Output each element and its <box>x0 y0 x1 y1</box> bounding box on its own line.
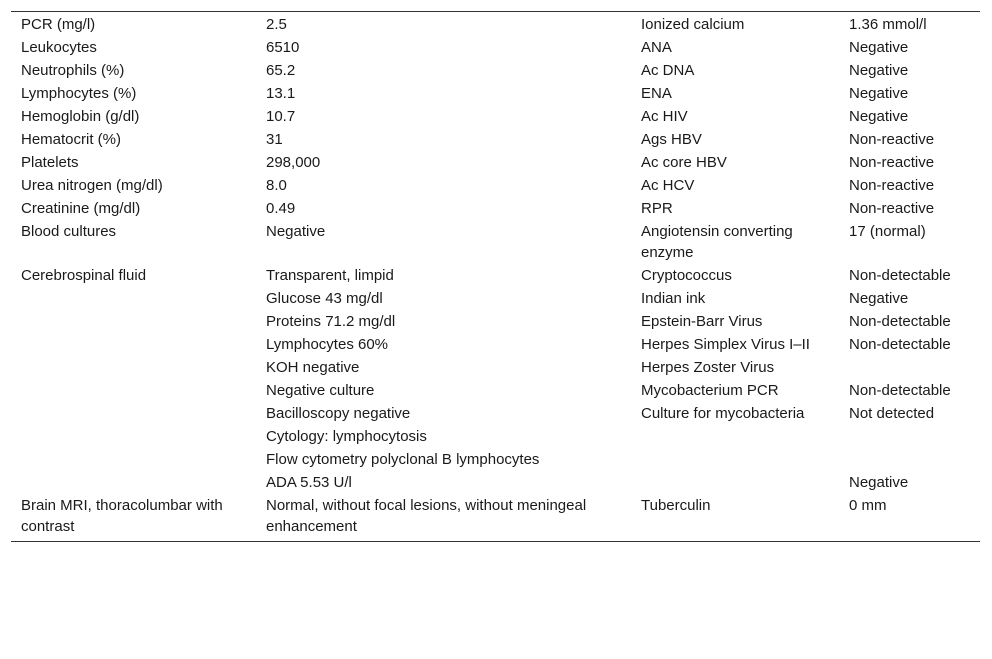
table-cell: Non-reactive <box>849 177 935 194</box>
table-cell: Negative <box>849 39 909 56</box>
table-cell: 31 <box>266 131 283 148</box>
table-row <box>11 59 980 82</box>
table-cell: Blood cultures <box>21 223 117 240</box>
table-cell: Non-reactive <box>849 154 935 171</box>
table-cell: 65.2 <box>266 62 296 79</box>
table-cell: Non-detectable <box>849 267 951 284</box>
table-cell <box>11 287 256 310</box>
table-cell: Herpes Zoster Virus <box>641 359 775 376</box>
table-cell: Bacilloscopy negative <box>266 405 411 422</box>
table-row <box>11 151 980 174</box>
table-cell: RPR <box>641 200 673 217</box>
table-cell: Negative <box>849 62 909 79</box>
table-cell: Non-detectable <box>849 382 951 399</box>
table-cell: Non-detectable <box>849 313 951 330</box>
table-cell: Herpes Simplex Virus I–II <box>641 336 810 353</box>
table-cell: 6510 <box>266 39 300 56</box>
table-cell <box>11 448 256 471</box>
table-row <box>11 333 980 356</box>
table-cell: 298,000 <box>266 154 321 171</box>
table-row <box>11 12 980 36</box>
table-cell <box>631 425 839 448</box>
table-cell <box>11 425 256 448</box>
table-row <box>11 36 980 59</box>
table-cell: 8.0 <box>266 177 287 194</box>
table-cell: Hemoglobin (g/dl) <box>21 108 140 125</box>
table-cell: Indian ink <box>641 290 706 307</box>
table-cell: Transparent, limpid <box>266 267 394 284</box>
table-row <box>11 402 980 425</box>
table-cell <box>11 356 256 379</box>
table-cell: Platelets <box>21 154 79 171</box>
table-cell <box>631 471 839 494</box>
table-row <box>11 425 980 448</box>
table-cell <box>11 471 256 494</box>
table-cell <box>11 310 256 333</box>
table-row <box>11 197 980 220</box>
table-cell: Negative culture <box>266 382 375 399</box>
table-cell: PCR (mg/l) <box>21 16 96 33</box>
table-cell: Negative <box>849 290 909 307</box>
table-row <box>11 448 980 471</box>
table-cell: Ags HBV <box>641 131 702 148</box>
table-row <box>11 494 980 541</box>
table-cell: Lymphocytes (%) <box>21 85 137 102</box>
table-cell: ENA <box>641 85 672 102</box>
table-cell <box>11 333 256 356</box>
table-cell: Lymphocytes 60% <box>266 336 389 353</box>
table-cell: 0.49 <box>266 200 296 217</box>
table-row <box>11 287 980 310</box>
table-cell <box>631 448 839 471</box>
table-cell: ADA 5.53 U/l <box>266 474 352 491</box>
table-cell: Normal, without focal lesions, without meningeal enhancement <box>266 497 587 535</box>
table-cell: Angiotensin converting enzyme <box>641 223 793 261</box>
table-cell: Ac DNA <box>641 62 695 79</box>
table-cell: Brain MRI, thoracolumbar with contrast <box>21 497 223 535</box>
table-cell: Proteins 71.2 mg/dl <box>266 313 396 330</box>
table-cell: Non-reactive <box>849 131 935 148</box>
table-cell: Flow cytometry polyclonal B lymphocytes <box>266 451 540 468</box>
table-cell: Urea nitrogen (mg/dl) <box>21 177 163 194</box>
table-cell: 0 mm <box>849 497 887 514</box>
table-cell: Epstein-Barr Virus <box>641 313 763 330</box>
table-cell: Negative <box>849 474 909 491</box>
table-cell: Ionized calcium <box>641 16 745 33</box>
table-cell: 17 (normal) <box>849 223 926 240</box>
table-cell: Cerebrospinal fluid <box>21 267 147 284</box>
table-cell: Not detected <box>849 405 935 422</box>
table-cell: Leukocytes <box>21 39 97 56</box>
table-row <box>11 82 980 105</box>
table-cell: 13.1 <box>266 85 296 102</box>
table-cell <box>11 379 256 402</box>
table-row <box>11 220 980 264</box>
table-cell: 10.7 <box>266 108 296 125</box>
table-cell: Non-detectable <box>849 336 951 353</box>
table-cell <box>839 356 980 379</box>
table-cell: Creatinine (mg/dl) <box>21 200 141 217</box>
table-cell: 1.36 mmol/l <box>849 16 927 33</box>
table-row <box>11 128 980 151</box>
table-cell: Negative <box>849 108 909 125</box>
table-row <box>11 174 980 197</box>
table-cell: Glucose 43 mg/dl <box>266 290 383 307</box>
table-cell <box>839 448 980 471</box>
table-cell: KOH negative <box>266 359 360 376</box>
table-cell: Non-reactive <box>849 200 935 217</box>
table-cell: Hematocrit (%) <box>21 131 122 148</box>
table-cell: 2.5 <box>266 16 287 33</box>
table-cell: Culture for mycobacteria <box>641 405 805 422</box>
table-row <box>11 264 980 287</box>
table-cell: Ac core HBV <box>641 154 727 171</box>
table-cell: Neutrophils (%) <box>21 62 125 79</box>
table-cell: Mycobacterium PCR <box>641 382 779 399</box>
table-row <box>11 356 980 379</box>
table-row <box>11 310 980 333</box>
table-cell: Ac HCV <box>641 177 695 194</box>
table-cell: Tuberculin <box>641 497 711 514</box>
table-cell <box>839 425 980 448</box>
table-cell: Cryptococcus <box>641 267 732 284</box>
table-row <box>11 471 980 494</box>
table-cell: Ac HIV <box>641 108 688 125</box>
lab-results-table <box>11 11 980 542</box>
table-cell: Cytology: lymphocytosis <box>266 428 427 445</box>
table-cell: ANA <box>641 39 672 56</box>
table-cell <box>11 402 256 425</box>
table-row <box>11 379 980 402</box>
table-cell: Negative <box>849 85 909 102</box>
table-cell: Negative <box>266 223 326 240</box>
table-row <box>11 105 980 128</box>
